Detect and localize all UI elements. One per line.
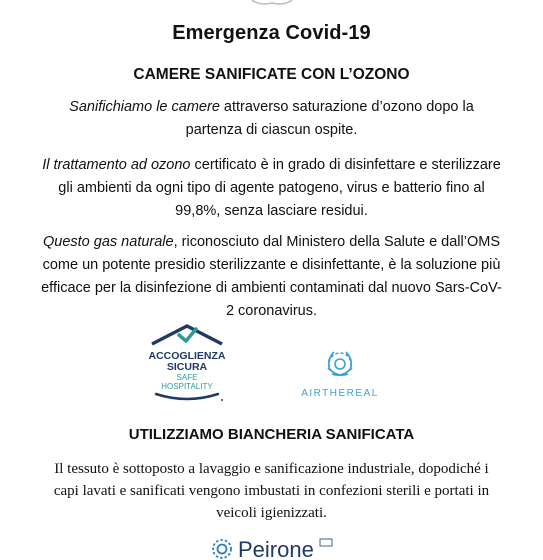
peirone-logo [208,535,338,560]
paragraph-gas-text: , riconosciuto dal Ministero della Salute e dall’OMS come un potente presidio sterilizzante e disinfettante, è la soluzione più efficace per la disinfezione di ambienti contaminati dal nuovo Sars-CoV-2 coronavirus. [41,234,502,319]
paragraph-treatment [40,154,503,223]
airthereal-emblem-icon [328,352,352,375]
peirone-wordmark: Peirone [238,537,314,560]
accoglienza-sicura-logo [146,324,228,404]
acc-line3: SAFE [176,373,198,382]
checkmark-icon [179,329,196,341]
paragraph-sanitize [40,96,503,142]
top-ornament-icon [250,0,294,6]
airthereal-wordmark: AIRTHEREAL [301,388,379,399]
paragraph-treatment-text: certificato è in grado di disinfettare e sterilizzare gli ambienti da ogni tipo di agente patogeno, virus e batterio fino al 99,8%, senza lasciare residui. [58,157,501,219]
section-heading-ozone: CAMERE SANIFICATE CON L’OZONO [133,66,410,83]
paragraph-treatment-emphasis: Il trattamento ad ozono [42,157,191,173]
paragraph-gas-emphasis: Questo gas naturale [43,234,174,250]
acc-line4: HOSPITALITY [161,382,213,391]
paragraph-sanitize-emphasis: Sanifichiamo le camere [69,99,220,115]
peirone-emblem-icon [213,540,231,558]
acc-line1: ACCOGLIENZA [148,350,226,362]
airthereal-logo [294,348,386,400]
acc-line2: SICURA [166,361,208,373]
section-heading-linen: UTILIZZIAMO BIANCHERIA SANIFICATA [128,426,415,443]
page-title: Emergenza Covid-19 [172,22,371,44]
paragraph-gas [40,231,503,323]
paragraph-sanitize-text: attraverso saturazione d’ozono dopo la partenza di ciascun ospite. [185,99,474,138]
smile-underline-icon [156,394,218,399]
paragraph-linen: Il tessuto è sottoposto a lavaggio e sanificazione industriale, dopodiché i capi lavati e sanificati vengono imbustati in confezioni sterili e portati in veicoli igienizzati. [53,461,490,521]
